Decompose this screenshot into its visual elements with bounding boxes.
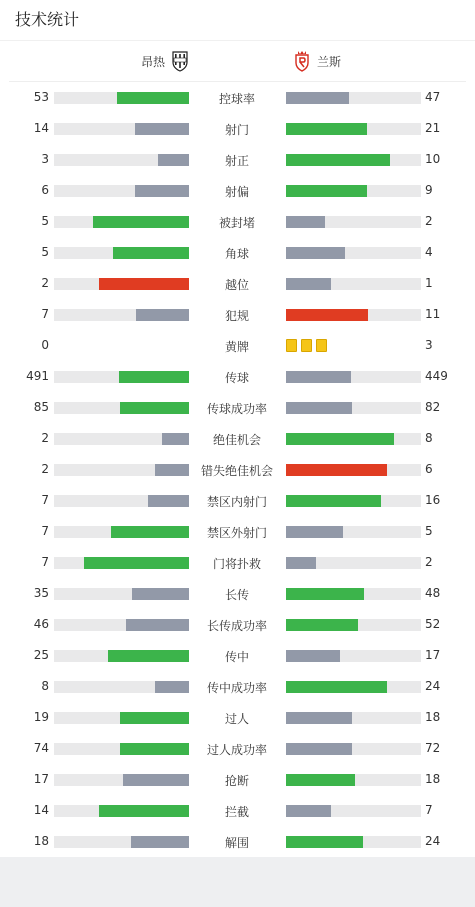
away-bar-fill [286,309,368,321]
stat-row [0,361,475,392]
home-value: 14 [33,121,49,135]
away-value: 17 [425,648,441,662]
home-bar-track [54,836,189,848]
home-bar-track [54,371,189,383]
stat-label: 禁区外射门 [206,526,267,540]
away-team-name: 兰斯 [317,54,342,69]
away-value: 24 [425,834,441,848]
teams-header [9,41,466,82]
home-bar-track [54,185,189,197]
away-bar-track [286,774,421,786]
away-bar-track [286,309,421,321]
home-bar-track [54,278,189,290]
away-bar-fill [286,681,387,693]
away-bar-fill [286,278,331,290]
home-bar-fill [136,309,189,321]
away-bar-track [286,495,421,507]
stat-row [0,516,475,547]
away-value: 18 [425,710,441,724]
away-bar-track [286,557,421,569]
home-bar-fill [108,650,189,662]
home-bar-track [54,495,189,507]
away-team [293,41,341,81]
away-value: 1 [425,276,433,290]
home-bar-track [54,650,189,662]
home-value: 491 [26,369,49,383]
stat-label: 黄牌 [224,340,249,354]
home-bar-fill [99,805,189,817]
home-bar-fill [84,557,189,569]
home-bar-track [54,123,189,135]
home-bar-fill [162,433,189,445]
home-bar-track [54,619,189,631]
page-title: 技术统计 [0,0,475,41]
home-value: 2 [41,431,49,445]
home-value: 8 [41,679,49,693]
home-value: 0 [41,338,49,352]
stat-label: 射正 [224,154,249,168]
away-bar-track [286,154,421,166]
stat-row [0,671,475,702]
away-value: 9 [425,183,433,197]
stat-row [0,547,475,578]
away-value: 47 [425,90,441,104]
away-bar-fill [286,743,352,755]
home-value: 7 [41,555,49,569]
away-bar-fill [286,712,352,724]
home-bar-fill [120,712,189,724]
home-value: 7 [41,307,49,321]
away-value: 8 [425,431,433,445]
away-bar-fill [286,92,349,104]
home-value: 7 [41,493,49,507]
stat-label: 长传成功率 [206,619,267,633]
away-value: 6 [425,462,433,476]
home-bar-track [54,743,189,755]
stat-label: 传中 [224,650,249,664]
away-value: 52 [425,617,441,631]
stat-row [0,206,475,237]
away-value: 72 [425,741,441,755]
home-bar-fill [93,216,189,228]
away-value: 3 [425,338,433,352]
away-bar-track [286,619,421,631]
stat-row [0,392,475,423]
away-value: 5 [425,524,433,538]
stat-label: 控球率 [218,92,255,106]
away-value: 4 [425,245,433,259]
stat-row [0,268,475,299]
home-bar-fill [113,247,189,259]
stat-row [0,454,475,485]
away-bar-track [286,588,421,600]
home-bar-track [54,526,189,538]
away-bar-track [286,650,421,662]
away-bar-track [286,402,421,414]
home-bar-fill [119,371,189,383]
away-value: 21 [425,121,441,135]
home-value: 3 [41,152,49,166]
stat-row [0,423,475,454]
home-bar-track [54,464,189,476]
home-team [141,41,189,81]
home-value: 19 [33,710,49,724]
home-value: 25 [33,648,49,662]
home-bar-track [54,402,189,414]
away-bar-track [286,805,421,817]
home-bar-track [54,433,189,445]
away-bar-fill [286,557,316,569]
away-bar-fill [286,464,387,476]
away-bar-fill [286,433,394,445]
stat-label: 过人成功率 [206,743,267,757]
away-bar-fill [286,123,367,135]
home-bar-fill [111,526,189,538]
stat-label: 过人 [224,712,249,726]
home-bar-track [54,154,189,166]
away-value: 16 [425,493,441,507]
away-value: 2 [425,555,433,569]
away-value: 24 [425,679,441,693]
stat-row [0,609,475,640]
home-value: 18 [33,834,49,848]
stat-row [0,826,475,857]
stat-row [0,237,475,268]
stat-row [0,113,475,144]
away-bar-track [286,216,421,228]
home-value: 53 [33,90,49,104]
home-value: 7 [41,524,49,538]
stat-row [0,578,475,609]
home-bar-fill [126,619,189,631]
stat-row [0,144,475,175]
away-value: 449 [425,369,448,383]
away-bar-fill [286,371,351,383]
home-bar-fill [131,836,189,848]
yellow-card-icon [301,339,312,352]
stat-label: 长传 [224,588,249,602]
away-bar-track [286,712,421,724]
stat-row [0,330,475,361]
away-bar-fill [286,774,355,786]
home-value: 85 [33,400,49,414]
stat-label: 角球 [224,247,249,261]
away-bar-fill [286,650,340,662]
home-bar-track [54,588,189,600]
away-value: 82 [425,400,441,414]
home-bar-fill [120,402,189,414]
stat-label: 抢断 [224,774,249,788]
home-bar-track [54,247,189,259]
away-value: 11 [425,307,441,321]
away-bar-track [286,123,421,135]
stat-label: 犯规 [224,309,249,323]
stat-row [0,702,475,733]
away-bar-track [286,185,421,197]
home-value: 5 [41,245,49,259]
stat-row [0,175,475,206]
home-value: 46 [33,617,49,631]
away-bar-track [286,836,421,848]
away-bar-track [286,92,421,104]
away-bar-fill [286,216,325,228]
home-bar-fill [158,154,189,166]
home-value: 2 [41,276,49,290]
away-bar-fill [286,185,367,197]
stat-label: 拦截 [224,805,249,819]
home-bar-fill [148,495,189,507]
stat-label: 绝佳机会 [212,433,261,447]
stat-row [0,299,475,330]
away-bar-fill [286,495,381,507]
away-bar-fill [286,247,345,259]
stat-row [0,764,475,795]
away-bar-track [286,743,421,755]
away-bar-track [286,464,421,476]
home-bar-fill [99,278,189,290]
stat-label: 错失绝佳机会 [200,464,273,478]
home-bar-track [54,712,189,724]
home-value: 2 [41,462,49,476]
home-bar-track [54,557,189,569]
stat-label: 传球 [224,371,249,385]
home-bar-track [54,216,189,228]
home-bar-fill [155,681,189,693]
home-bar-fill [155,464,189,476]
away-bar-fill [286,526,343,538]
stat-row [0,795,475,826]
away-bar-fill [286,836,363,848]
away-value: 48 [425,586,441,600]
stat-label: 解围 [224,836,249,850]
stat-label: 传中成功率 [206,681,267,695]
stat-row [0,485,475,516]
home-bar-track [54,309,189,321]
home-value: 35 [33,586,49,600]
home-bar-track [54,805,189,817]
stat-label: 禁区内射门 [206,495,267,509]
stat-label: 射门 [224,123,249,137]
away-bar-fill [286,588,364,600]
yellow-card-icon [286,339,297,352]
home-value: 14 [33,803,49,817]
home-team-logo-icon [171,50,189,72]
away-value: 2 [425,214,433,228]
home-bar-track [54,92,189,104]
stat-label: 越位 [224,278,249,292]
yellow-card-icon [316,339,327,352]
home-bar-fill [120,743,189,755]
home-bar-fill [123,774,189,786]
home-value: 74 [33,741,49,755]
home-value: 5 [41,214,49,228]
away-bar-fill [286,402,352,414]
home-bar-track [54,774,189,786]
away-bar-track [286,433,421,445]
away-bar-fill [286,619,358,631]
home-value: 17 [33,772,49,786]
stat-row [0,640,475,671]
home-value: 6 [41,183,49,197]
away-value: 7 [425,803,433,817]
stat-label: 传球成功率 [206,402,267,416]
away-bar-track [286,681,421,693]
stat-row [0,82,475,113]
away-yellow-cards [286,339,327,352]
home-bar-fill [132,588,189,600]
home-bar-fill [117,92,189,104]
away-team-logo-icon [293,50,311,72]
home-team-name: 昂热 [140,54,165,69]
away-value: 10 [425,152,441,166]
stat-row [0,733,475,764]
away-bar-track [286,247,421,259]
home-bar-track [54,681,189,693]
stats-list [0,82,475,857]
home-bar-fill [135,185,189,197]
away-bar-track [286,371,421,383]
home-bar-fill [135,123,189,135]
away-value: 18 [425,772,441,786]
stat-label: 被封堵 [218,216,255,230]
stat-label: 门将扑救 [212,557,261,571]
away-bar-track [286,278,421,290]
stat-label: 射偏 [224,185,249,199]
away-bar-fill [286,154,390,166]
away-bar-track [286,526,421,538]
away-bar-fill [286,805,331,817]
